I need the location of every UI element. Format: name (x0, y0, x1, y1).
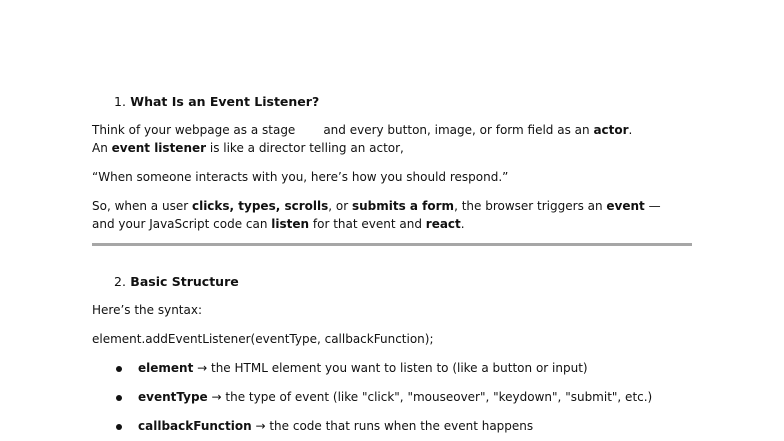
para3-line2-bold-listen: listen (271, 217, 310, 231)
section-divider (92, 243, 692, 246)
para3-line1-text-e: , the browser triggers an (454, 199, 607, 213)
quote-line: “When someone interacts with you, here’s how you should respond.” (92, 170, 509, 184)
para1-line2-text-c: is like a director telling an actor, (206, 141, 404, 155)
para1-line1 (92, 123, 632, 138)
section-2-title: Basic Structure (130, 274, 239, 289)
syntax-code-line: element.addEventListener(eventType, callbackFunction); (92, 332, 434, 346)
para1-line2 (92, 141, 404, 156)
bullet-term-eventtype: eventType (138, 390, 208, 404)
bullet-term-element: element (138, 361, 194, 375)
bullet-dot (116, 366, 122, 372)
para3-line1-bold-clicks: clicks, types, scrolls (191, 199, 329, 213)
para3-line1-text-a: So, when a user (92, 199, 192, 213)
para1-line2-text-a: An (92, 141, 112, 155)
syntax-intro: Here’s the syntax: (92, 303, 203, 317)
para3-line2-text-c: for that event and (309, 217, 426, 231)
para1-line1-text-b: and every button, image, or form field as an (323, 123, 594, 137)
bullet-desc-eventtype: → the type of event (like "click", "mouseover", "keydown", "submit", etc.) (207, 390, 653, 404)
bullet-item-eventtype (138, 390, 652, 404)
bullet-desc-callback: → the code that runs when the event happens (251, 419, 534, 433)
para3-line1-bold-submits: submits a form (351, 199, 455, 213)
para3-line2-bold-react: react (425, 217, 461, 231)
section-1-title: What Is an Event Listener? (130, 94, 320, 109)
para3-line2-text-a: and your JavaScript code can (92, 217, 272, 231)
para1-line1-bold-actor: actor (593, 123, 629, 137)
para3-line2 (92, 217, 465, 232)
section-1-heading (114, 94, 319, 109)
para1-line2-bold-event-listener: event listener (111, 141, 207, 155)
bullet-desc-element: → the HTML element you want to listen to (like a button or input) (193, 361, 588, 375)
bullet-term-callback: callbackFunction (138, 419, 252, 433)
para1-line1-text-d: . (628, 123, 633, 137)
section-1-number: 1. (114, 94, 126, 109)
para3-line1-bold-event: event (606, 199, 645, 213)
section-2-number: 2. (114, 274, 126, 289)
bullet-dot (116, 395, 122, 401)
section-2-heading (114, 274, 239, 289)
bullet-item-element (138, 361, 588, 375)
para3-line1-text-c: , or (328, 199, 352, 213)
para3-line1-text-g: — (644, 199, 661, 213)
para1-line1-text-a: Think of your webpage as a stage (92, 123, 296, 137)
bullet-item-callback (138, 419, 533, 433)
para3-line1 (92, 199, 661, 214)
para3-line2-text-e: . (460, 217, 465, 231)
bullet-dot (116, 424, 122, 430)
